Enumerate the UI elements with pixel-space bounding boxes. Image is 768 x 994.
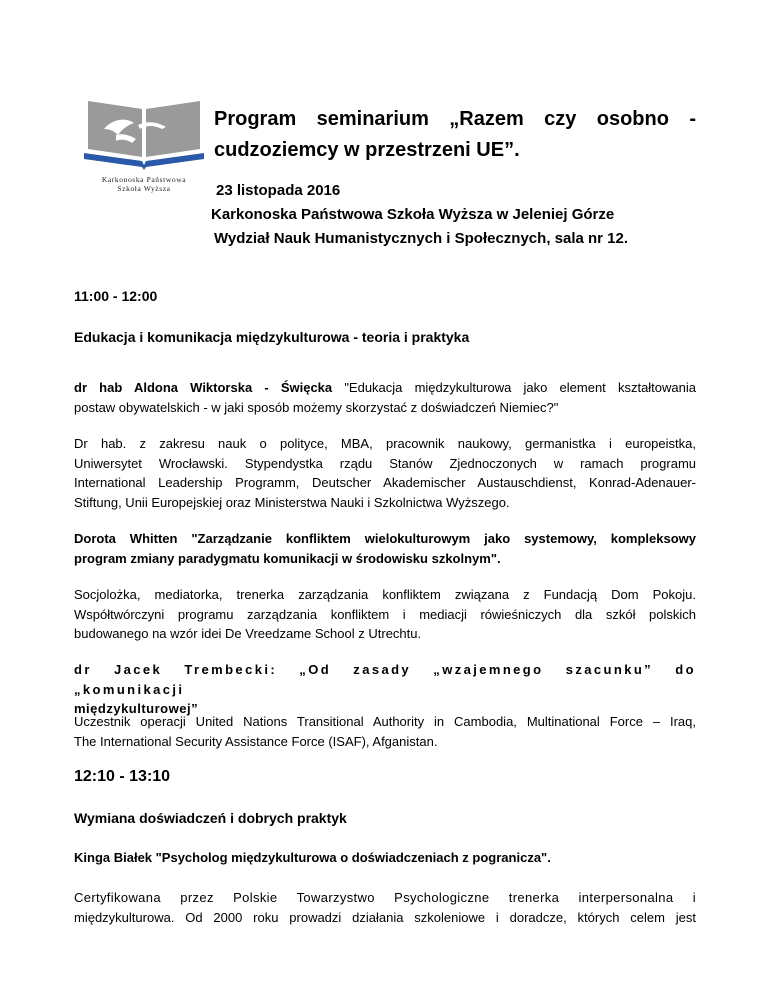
talk2-line1: Dorota Whitten "Zarządzanie konfliktem wielokulturowym jako systemowy, kompleksowy bbox=[74, 531, 696, 546]
bio1-line3: International Leadership Programm, Deutscher Akademischer Austauschdienst, Konrad-Adenauer- bbox=[74, 475, 696, 490]
s2-bio1-line1: Certyfikowana przez Polskie Towarzystwo Psychologiczne trenerka interpersonalna i bbox=[74, 890, 696, 905]
talk1-speaker: dr hab Aldona Wiktorska - Święcka bbox=[74, 380, 333, 395]
s2-bio1-line2: międzykulturowa. Od 2000 roku prowadzi działania szkoleniowe i doradcze, których celem jest bbox=[74, 909, 696, 925]
bio1-line4: Stiftung, Unii Europejskiej oraz Ministerstwa Nauki i Szkolnictwa Wyższego. bbox=[74, 494, 510, 510]
session1-talk2 bbox=[74, 529, 696, 568]
title-line1: Program seminarium „Razem czy osobno - bbox=[214, 108, 696, 130]
university-logo bbox=[82, 99, 206, 193]
session2-title: Wymiana doświadczeń i dobrych praktyk bbox=[74, 810, 347, 826]
event-date: 23 listopada 2016 bbox=[216, 182, 341, 199]
document-title bbox=[214, 104, 696, 166]
event-room: Wydział Nauk Humanistycznych i Społecznych, sala nr 12. bbox=[214, 230, 629, 247]
event-place: Karkonoska Państwowa Szkoła Wyższa w Jeleniej Górze bbox=[211, 206, 615, 223]
session1-title: Edukacja i komunikacja międzykulturowa - teoria i praktyka bbox=[74, 329, 470, 345]
session1-bio2 bbox=[74, 585, 696, 644]
bio1-line2: Uniwersytet Wrocławski. Stypendystka rządu Stanów Zjednoczonych w ramach programu bbox=[74, 455, 696, 471]
session2-time: 12:10 - 13:10 bbox=[74, 768, 171, 785]
talk3-line2: międzykulturowej” bbox=[74, 701, 199, 716]
session1-talk3 bbox=[74, 660, 696, 719]
s2-talk1-line1: Kinga Białek "Psycholog międzykulturowa o doświadczeniach z pogranicza". bbox=[74, 850, 551, 865]
bio3-line1: Uczestnik operacji United Nations Transitional Authority in Cambodia, Multinational Force – Iraq, bbox=[74, 714, 696, 729]
title-line2: cudzoziemcy w przestrzeni UE”. bbox=[214, 139, 520, 161]
session1-bio3 bbox=[74, 712, 696, 751]
session1-talk1 bbox=[74, 378, 696, 417]
talk1-title-line1: "Edukacja międzykulturowa jako element kształtowania bbox=[344, 380, 696, 395]
logo-name-line1: Karkonoska Państwowa bbox=[101, 175, 187, 184]
session1-bio1 bbox=[74, 434, 696, 512]
session2-bio1 bbox=[74, 888, 696, 927]
bio2-line3: budowanego na wzór idei De Vreedzame School z Utrechtu. bbox=[74, 626, 422, 641]
bio2-line1: Socjolożka, mediatorka, trenerka zarządzania konfliktem związana z Fundacją Dom Pokoju. bbox=[74, 587, 696, 602]
talk1-title-line2: postaw obywatelskich - w jaki sposób możemy skorzystać z doświadczeń Niemiec?" bbox=[74, 399, 559, 415]
talk3-line1: dr Jacek Trembecki: „Od zasady „wzajemnego szacunku” do „komunikacji bbox=[74, 662, 696, 697]
bio2-line2: Współtwórczyni programu zarządzania konfliktem i mediacji rówieśniczych dla szkół polskich bbox=[74, 606, 696, 622]
session1-time: 11:00 - 12:00 bbox=[74, 288, 158, 304]
bio1-line1: Dr hab. z zakresu nauk o polityce, MBA, pracownik naukowy, germanistka i europeistka, bbox=[74, 436, 696, 451]
session2-talk1 bbox=[74, 848, 696, 868]
book-emblem-icon bbox=[82, 99, 206, 171]
logo-name-line2: Szkoła Wyższa bbox=[117, 184, 171, 193]
bio3-line2: The International Security Assistance Force (ISAF), Afganistan. bbox=[74, 733, 438, 749]
talk2-line2: program zmiany paradygmatu komunikacji w środowisku szkolnym". bbox=[74, 550, 501, 566]
